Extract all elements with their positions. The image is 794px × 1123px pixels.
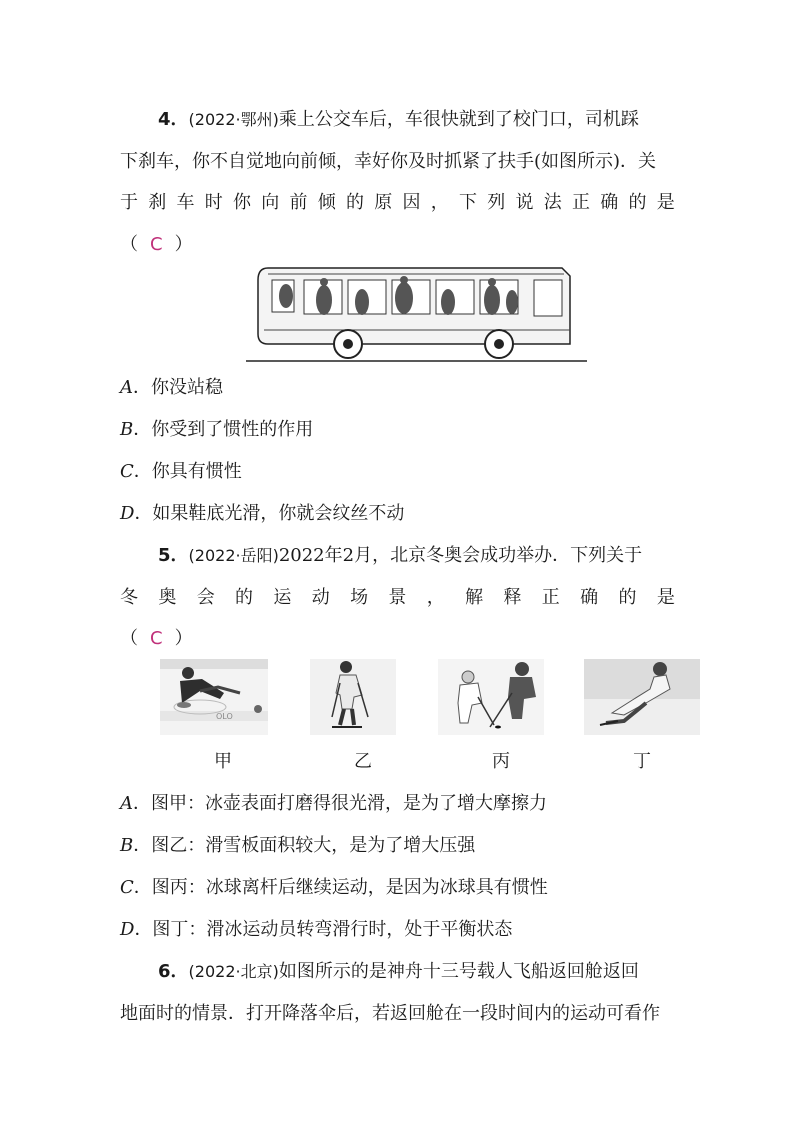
q5-number: 5 [158,545,171,566]
stem-char: 奥 [158,587,177,608]
stem-char: 法 [543,192,562,213]
q4-line-2: 下刹车，你不自觉地向前倾，幸好你及时抓紧了扶手(如图所示)．关 [120,151,657,172]
stem-char: 倾 [317,192,336,213]
q5-answer: C [150,628,163,649]
caption-jia: 甲 [214,751,232,772]
stem-char: 你 [233,192,251,213]
stem-char: 的 [628,192,647,213]
stem-char: 正 [572,192,590,213]
stem-char: 的 [346,192,364,213]
q4-option-c: C．你具有惯性 [120,461,242,482]
stem-char: 说 [515,192,534,213]
q5-answer-line: （ C ） [120,628,193,649]
stem-char: 车 [176,192,195,213]
stem-char: 刹 [148,192,167,213]
stem-char: 的 [235,587,254,608]
q4-answer-line: （ C ） [120,234,193,255]
stem-char: 释 [503,587,522,608]
photo-speed-skating [584,659,700,735]
q4-line-3 [120,191,675,215]
q4-answer: C [150,234,163,255]
q4-option-a: A．你没站稳 [120,377,223,398]
q5-stem-1: 2022年2月，北京冬奥会成功举办．下列关于 [278,545,643,566]
caption-bing: 丙 [492,751,510,772]
q5-source: (2022·岳阳) [188,546,279,565]
stem-char: 景 [388,587,407,608]
stem-char: 于 [120,192,138,213]
stem-char: 确 [600,192,619,213]
photo-skiing [310,659,396,735]
stem-char: 的 [618,587,637,608]
stem-char: 会 [196,587,215,608]
stem-char: 是 [656,587,675,608]
q4-number: 4 [158,109,171,130]
photo-ice-hockey [438,659,544,735]
q4-line-1: 4．(2022·鄂州)乘上公交车后，车很快就到了校门口，司机踩 [158,109,639,130]
stem-char: 运 [273,587,292,608]
photo-curling [160,659,268,735]
q4-source: (2022·鄂州) [188,110,279,129]
stem-char: 确 [580,587,599,608]
q4-stem-1: 乘上公交车后，车很快就到了校门口，司机踩 [278,109,639,130]
stem-char: 解 [465,587,484,608]
stem-char: 是 [656,192,675,213]
photo-curling-text: OLO [216,712,233,721]
stem-char: 前 [289,192,308,213]
stem-char: ， [430,192,449,213]
stem-char: 时 [204,192,223,213]
bus-illustration [244,262,589,364]
stem-char: 正 [541,587,560,608]
q5-line-2 [120,586,675,610]
q6-number: 6 [158,961,171,982]
q5-option-b: B．图乙：滑雪板面积较大，是为了增大压强 [120,835,476,856]
stem-char: 动 [311,587,330,608]
stem-char: 列 [487,192,506,213]
caption-yi: 乙 [354,751,372,772]
stem-char: 冬 [120,587,138,608]
stem-char: 下 [459,192,477,213]
q6-source: (2022·北京) [188,962,279,981]
q5-option-d: D．图丁：滑冰运动员转弯滑行时，处于平衡状态 [120,919,513,940]
q4-option-d: D．如果鞋底光滑，你就会纹丝不动 [120,503,405,524]
stem-char: 向 [261,192,280,213]
stem-char: 因 [402,192,421,213]
q5-option-a: A．图甲：冰壶表面打磨得很光滑，是为了增大摩擦力 [120,793,547,814]
q4-option-b: B．你受到了惯性的作用 [120,419,314,440]
q6-stem-1: 如图所示的是神舟十三号载人飞船返回舱返回 [278,961,639,982]
stem-char: 场 [350,587,369,608]
q6-line-2: 地面时的情景．打开降落伞后，若返回舱在一段时间内的运动可看作 [120,1003,660,1024]
stem-char: 原 [374,192,393,213]
q6-line-1: 6．(2022·北京)如图所示的是神舟十三号载人飞船返回舱返回 [158,961,639,982]
stem-char: ， [426,587,445,608]
caption-ding: 丁 [633,751,651,772]
q5-option-c: C．图丙：冰球离杆后继续运动，是因为冰球具有惯性 [120,877,548,898]
q5-line-1: 5．(2022·岳阳)2022年2月，北京冬奥会成功举办．下列关于 [158,545,643,566]
